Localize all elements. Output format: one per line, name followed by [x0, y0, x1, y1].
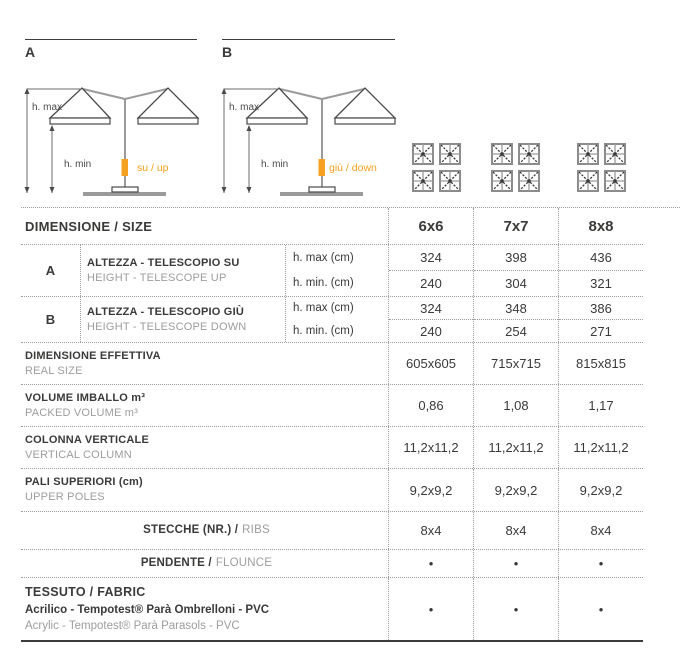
row-label-en: HEIGHT - TELESCOPE DOWN: [87, 320, 247, 333]
h-max-sublabel: h. max (cm): [293, 251, 354, 264]
size-8x8-icon-group: [577, 143, 626, 192]
h-max-label: h. max: [32, 102, 63, 113]
umbrella-top-view-icon: [518, 143, 540, 165]
size-column-header: 8x8: [558, 208, 643, 244]
value-cell: 605x605: [388, 343, 473, 384]
section-b-label: B: [222, 44, 233, 60]
umbrella-top-view-icon: [491, 170, 513, 192]
table-row-upper-poles: [21, 469, 643, 512]
value-cell: 8x4: [473, 512, 558, 549]
row-label: PENDENTE / FLOUNCE: [140, 556, 273, 569]
value-column: [473, 245, 558, 296]
h-min-sublabel: h. min. (cm): [293, 277, 354, 290]
value-h-max: 386: [559, 297, 643, 320]
direction-up-label: su / up: [137, 162, 169, 174]
umbrella-diagram-telescope-down: [217, 85, 407, 197]
h-min-sublabel: h. min. (cm): [293, 324, 354, 337]
value-cell: 11,2x11,2: [558, 427, 643, 468]
h-max-label: h. max: [229, 102, 260, 113]
row-label-it: ALTEZZA - TELESCOPIO GIÙ: [87, 305, 244, 318]
value-cell: 8x4: [558, 512, 643, 549]
value-column: [558, 245, 643, 296]
row-label-it: ALTEZZA - TELESCOPIO SU: [87, 256, 240, 269]
umbrella-top-view-icon: [412, 143, 434, 165]
value-h-max: 436: [559, 245, 643, 271]
section-a-label: A: [25, 44, 36, 60]
value-cell: 1,08: [473, 385, 558, 426]
row-label-en: HEIGHT - TELESCOPE UP: [87, 271, 227, 284]
section-b-rule: [222, 39, 395, 40]
umbrella-top-view-icon: [577, 170, 599, 192]
h-min-label: h. min: [261, 159, 289, 170]
fabric-line-en: Acrylic - Tempotest® Parà Parasols - PVC: [25, 619, 240, 632]
value-cell: •: [473, 578, 558, 640]
umbrella-top-view-icon: [439, 143, 461, 165]
table-row-vertical-column: [21, 427, 643, 469]
table-row-telescope-down: [21, 297, 643, 343]
row-label: PALI SUPERIORI (cm) UPPER POLES: [25, 476, 143, 503]
value-cell: 0,86: [388, 385, 473, 426]
section-a-rule: [25, 39, 197, 40]
value-cell: 11,2x11,2: [473, 427, 558, 468]
row-label: [21, 578, 388, 640]
value-column: [558, 297, 643, 342]
table-row-ribs: [21, 512, 643, 550]
table-row-real-size: [21, 343, 643, 385]
value-cell: 1,17: [558, 385, 643, 426]
h-min-label: h. min: [64, 159, 92, 170]
value-cell: •: [388, 578, 473, 640]
fabric-line-it: Acrilico - Tempotest® Parà Ombrelloni - PVC: [25, 603, 270, 616]
h-max-sublabel: h. max (cm): [293, 302, 354, 315]
umbrella-top-view-icon: [491, 143, 513, 165]
value-h-min: 254: [505, 323, 527, 339]
value-cell: •: [388, 550, 473, 577]
value-h-min: 240: [420, 276, 442, 291]
value-h-max: 398: [474, 245, 558, 271]
value-h-min: 321: [590, 276, 612, 291]
row-label: VOLUME IMBALLO m³ PACKED VOLUME m³: [25, 391, 146, 419]
value-cell: 8x4: [388, 512, 473, 549]
value-column: [388, 245, 473, 296]
table-row-fabric: [21, 578, 643, 642]
value-column: [473, 297, 558, 342]
umbrella-top-view-icon: [604, 143, 626, 165]
row-label: STECCHE (NR.) / RIBS: [143, 523, 270, 536]
telescope-handle-marker: [319, 159, 326, 176]
direction-down-label: giù / down: [329, 162, 377, 174]
umbrella-top-view-icon: [439, 170, 461, 192]
size-column-header: 7x7: [473, 208, 558, 244]
table-title: DIMENSIONE / SIZE: [25, 218, 153, 234]
value-cell: 11,2x11,2: [388, 427, 473, 468]
umbrella-diagram-telescope-up: [20, 85, 210, 197]
table-row-flounce: [21, 550, 643, 578]
value-cell: 715x715: [473, 343, 558, 384]
size-column-header: 6x6: [388, 208, 473, 244]
umbrella-top-view-icon: [412, 170, 434, 192]
value-cell: •: [473, 550, 558, 577]
telescope-handle-marker: [122, 159, 129, 176]
umbrella-top-view-icon: [577, 143, 599, 165]
row-label: DIMENSIONE EFFETTIVA REAL SIZE: [25, 349, 161, 377]
row-label: [80, 297, 285, 342]
value-cell: •: [558, 550, 643, 577]
value-h-max: 348: [474, 297, 558, 320]
row-key: B: [45, 312, 56, 327]
value-cell: 9,2x9,2: [388, 469, 473, 511]
value-cell: •: [558, 578, 643, 640]
table-header-row: [21, 208, 643, 245]
value-column: [388, 297, 473, 342]
umbrella-top-view-icon: [604, 170, 626, 192]
value-h-max: 324: [389, 245, 473, 271]
height-sublabels: [285, 297, 388, 342]
umbrella-top-view-icon: [518, 170, 540, 192]
height-sublabels: [285, 245, 388, 296]
row-label: [80, 245, 285, 296]
value-h-min: 271: [590, 323, 612, 339]
value-h-min: 304: [505, 276, 527, 291]
table-row-telescope-up: [21, 245, 643, 297]
row-label: COLONNA VERTICALE VERTICAL COLUMN: [25, 433, 149, 461]
size-7x7-icon-group: [491, 143, 540, 192]
value-cell: 9,2x9,2: [473, 469, 558, 511]
value-h-max: 324: [389, 297, 473, 320]
size-6x6-icon-group: [412, 143, 461, 192]
spec-table: [21, 208, 643, 642]
table-row-packed-volume: [21, 385, 643, 427]
value-h-min: 240: [420, 323, 442, 339]
value-cell: 815x815: [558, 343, 643, 384]
value-cell: 9,2x9,2: [558, 469, 643, 511]
row-key: A: [45, 263, 56, 278]
fabric-title: TESSUTO / FABRIC: [25, 585, 146, 600]
